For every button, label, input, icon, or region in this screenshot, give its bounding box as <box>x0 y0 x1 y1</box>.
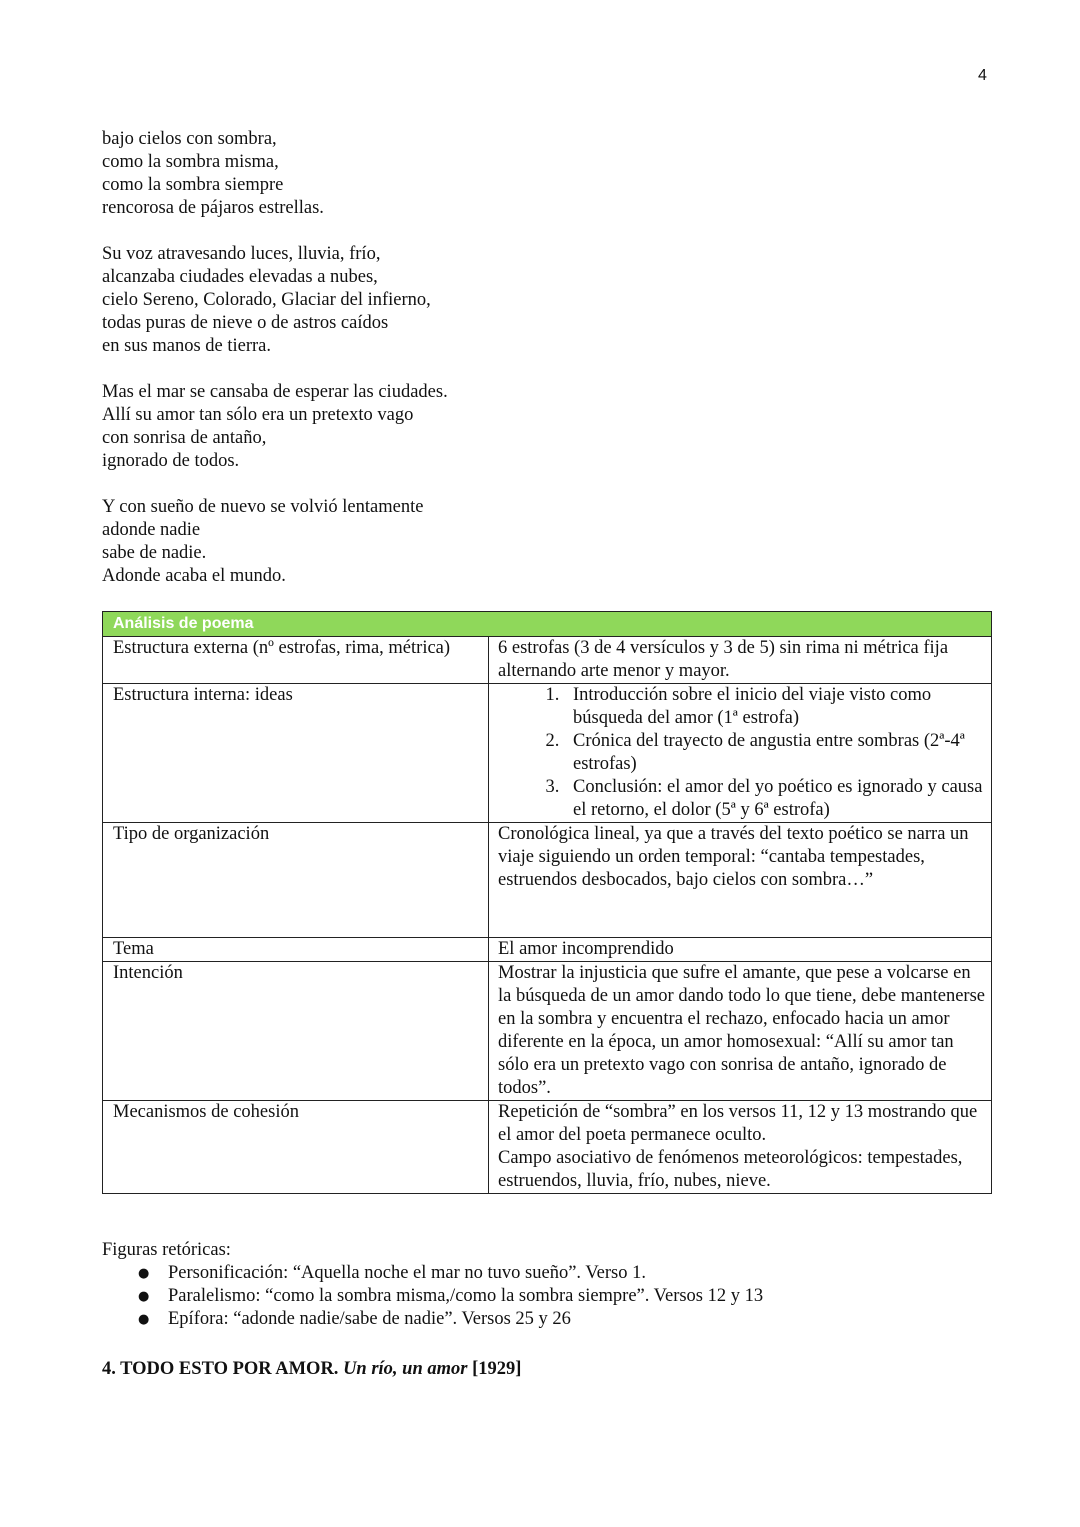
poem-verse: en sus manos de tierra. <box>102 336 272 356</box>
row-label-tema: Tema <box>103 938 489 962</box>
figures-section <box>102 1239 763 1331</box>
list-item: 3. Conclusión: el amor del yo poético es ignorado y causa el retorno, el dolor (5ª y 6ª estrofa) <box>564 776 987 822</box>
poem-verse: bajo cielos con sombra, <box>102 129 277 149</box>
figure-text: Personificación: “Aquella noche el mar no tuvo sueño”. Verso 1. <box>168 1263 646 1283</box>
poem-verse: Adonde acaba el mundo. <box>102 566 286 586</box>
poem <box>102 128 448 611</box>
bullet-icon: ● <box>138 1266 150 1281</box>
row-value-organizacion: Cronológica lineal, ya que a través del texto poético se narra un viaje siguiendo un orden temporal: “cantaba tempestades, estruendos desbocados, bajo cielos con sombra…” <box>489 823 992 938</box>
poem-verse: todas puras de nieve o de astros caídos <box>102 313 389 333</box>
row-label-cohesion: Mecanismos de cohesión <box>103 1101 489 1194</box>
poem-verse: Allí su amor tan sólo era un pretexto vago <box>102 405 414 425</box>
poem-verse: cielo Sereno, Colorado, Glaciar del infierno, <box>102 290 431 310</box>
bullet-icon: ● <box>138 1289 150 1304</box>
bullet-icon: ● <box>138 1312 150 1327</box>
figures-title: Figuras retóricas: <box>102 1240 231 1260</box>
analysis-table <box>102 611 992 1194</box>
poem-verse: Y con sueño de nuevo se volvió lentamente <box>102 497 424 517</box>
table-row <box>103 962 992 1101</box>
table-row <box>103 938 992 962</box>
poem-verse: Su voz atravesando luces, lluvia, frío, <box>102 244 381 264</box>
row-label-estructura-externa: Estructura externa (nº estrofas, rima, métrica) <box>103 637 489 684</box>
poem-stanza <box>102 381 448 473</box>
section-heading-year: [1929] <box>472 1359 522 1379</box>
table-row <box>103 823 992 938</box>
list-item: 2. Crónica del trayecto de angustia entre sombras (2ª-4ª estrofas) <box>564 730 987 776</box>
cohesion-campo-asociativo: Campo asociativo de fenómenos meteorológicos: tempestades, estruendos, lluvia, frío, nubes, nieve. <box>498 1148 963 1191</box>
section-heading <box>102 1358 521 1381</box>
section-heading-title: Un río, un amor <box>343 1359 468 1379</box>
row-value-estructura-externa: 6 estrofas (3 de 4 versículos y 3 de 5) sin rima ni métrica fija alternando arte menor y mayor. <box>489 637 992 684</box>
table-row <box>103 1101 992 1194</box>
poem-verse: con sonrisa de antaño, <box>102 428 267 448</box>
poem-stanza <box>102 496 448 588</box>
row-value-tema: El amor incomprendido <box>489 938 992 962</box>
poem-verse: ignorado de todos. <box>102 451 240 471</box>
table-row <box>103 684 992 823</box>
ideas-list <box>498 684 987 822</box>
poem-verse: como la sombra misma, <box>102 152 279 172</box>
poem-verse: como la sombra siempre <box>102 175 284 195</box>
row-value-intencion: Mostrar la injusticia que sufre el amante, que pese a volcarse en la búsqueda de un amor dando todo lo que tiene, debe mantenerse en la sombra y encuentra el rechazo, enfocado hacia un amor diferente en la época, un amor homosexual: “Allí su amor tan sólo era un pretexto vago con sonrisa de antaño, ignorado de todos”. <box>489 962 992 1101</box>
list-item <box>138 1285 764 1308</box>
list-item <box>138 1308 763 1331</box>
figure-text: Epífora: “adonde nadie/sabe de nadie”. Versos 25 y 26 <box>168 1309 571 1329</box>
section-heading-prefix: 4. TODO ESTO POR AMOR. <box>102 1359 339 1379</box>
row-label-estructura-interna: Estructura interna: ideas <box>103 684 489 823</box>
cohesion-repeticion: Repetición de “sombra” en los versos 11, 12 y 13 mostrando que el amor del poeta permanece oculto. <box>498 1102 978 1145</box>
analysis-table-header-row <box>103 612 992 637</box>
poem-stanza <box>102 128 448 220</box>
row-value-estructura-interna <box>489 684 992 823</box>
list-item: 1. Introducción sobre el inicio del viaje visto como búsqueda del amor (1ª estrofa) <box>564 684 987 730</box>
poem-stanza <box>102 243 448 358</box>
analysis-table-header: Análisis de poema <box>103 612 992 637</box>
poem-verse: adonde nadie <box>102 520 201 540</box>
figures-list <box>102 1262 763 1331</box>
poem-verse: alcanzaba ciudades elevadas a nubes, <box>102 267 378 287</box>
figure-text: Paralelismo: “como la sombra misma,/como la sombra siempre”. Versos 12 y 13 <box>168 1286 764 1306</box>
table-row <box>103 637 992 684</box>
row-label-organizacion: Tipo de organización <box>103 823 489 938</box>
poem-verse: sabe de nadie. <box>102 543 207 563</box>
poem-verse: rencorosa de pájaros estrellas. <box>102 198 324 218</box>
page-number: 4 <box>978 67 987 84</box>
row-value-cohesion <box>489 1101 992 1194</box>
poem-verse: Mas el mar se cansaba de esperar las ciudades. <box>102 382 448 402</box>
list-item <box>138 1262 763 1285</box>
row-label-intencion: Intención <box>103 962 489 1101</box>
